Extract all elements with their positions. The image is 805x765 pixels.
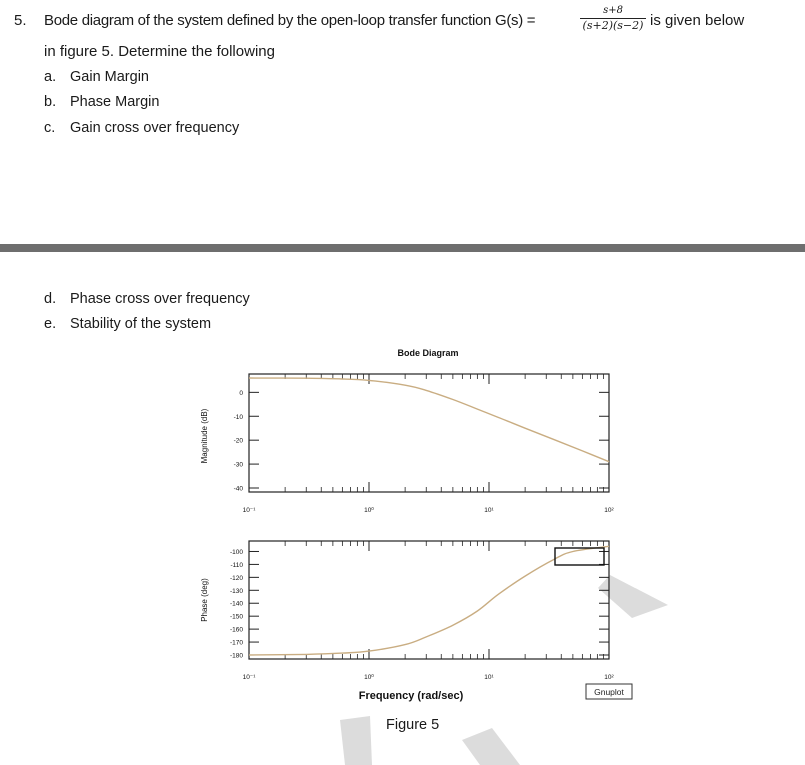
item-label: c. xyxy=(44,120,56,136)
question-number: 5. xyxy=(14,12,27,29)
phase-plot xyxy=(200,541,615,681)
xtick-label: 10⁻¹ xyxy=(242,674,256,681)
ytick-label: -150 xyxy=(229,613,243,621)
ytick-label: -40 xyxy=(233,485,243,493)
bode-title: Bode Diagram xyxy=(397,348,459,358)
ytick-label: -20 xyxy=(233,437,243,445)
phase-ylabel: Phase (deg) xyxy=(200,578,209,622)
xtick-label: 10⁰ xyxy=(364,674,374,681)
figure-caption: Figure 5 xyxy=(386,717,440,733)
ytick-label: -110 xyxy=(230,561,243,569)
ytick-label: -140 xyxy=(229,600,243,608)
item-text: Gain cross over frequency xyxy=(70,120,240,136)
tf-numerator: s+8 xyxy=(603,5,623,16)
frequency-xlabel: Frequency (rad/sec) xyxy=(358,690,464,702)
magnitude-yticks xyxy=(234,390,609,493)
xtick-label: 10⁻¹ xyxy=(242,507,256,514)
ytick-label: -160 xyxy=(229,626,243,634)
ytick-label: -120 xyxy=(229,574,243,582)
question-stem: Bode diagram of the system defined by the open-loop transfer function G(s) = xyxy=(44,12,536,29)
tf-denominator: (s+2)(s−2) xyxy=(582,19,644,32)
magnitude-curve xyxy=(249,378,609,462)
ytick-label: -10 xyxy=(233,413,243,421)
magnitude-xticks xyxy=(243,374,615,514)
xtick-label: 10² xyxy=(604,674,614,681)
ytick-label: -130 xyxy=(229,587,243,595)
item-label: d. xyxy=(44,291,57,307)
ytick-label: -170 xyxy=(229,639,243,647)
xtick-label: 10⁰ xyxy=(364,507,374,514)
phase-xticks xyxy=(243,541,615,681)
item-text: Phase cross over frequency xyxy=(70,291,250,307)
item-text: Stability of the system xyxy=(70,316,212,332)
item-text: Phase Margin xyxy=(70,94,160,110)
item-text: Gain Margin xyxy=(70,69,149,85)
xtick-label: 10² xyxy=(604,507,614,514)
item-label: e. xyxy=(44,316,57,332)
ytick-label: 0 xyxy=(239,389,243,397)
xtick-label: 10¹ xyxy=(484,674,494,681)
question-stem-tail: is given below xyxy=(650,12,745,29)
item-label: a. xyxy=(44,69,57,85)
gnuplot-badge: Gnuplot xyxy=(594,687,624,697)
magnitude-plot xyxy=(200,374,615,514)
ytick-label: -30 xyxy=(233,461,243,469)
magnitude-minor-ticks xyxy=(285,374,603,492)
ytick-label: -100 xyxy=(229,548,243,556)
ytick-label: -180 xyxy=(229,652,243,660)
phase-yticks xyxy=(230,549,609,660)
magnitude-ylabel: Magnitude (dB) xyxy=(200,408,209,464)
item-label: b. xyxy=(44,94,57,110)
question-stem-line2: in figure 5. Determine the following xyxy=(44,43,275,60)
xtick-label: 10¹ xyxy=(484,507,494,514)
